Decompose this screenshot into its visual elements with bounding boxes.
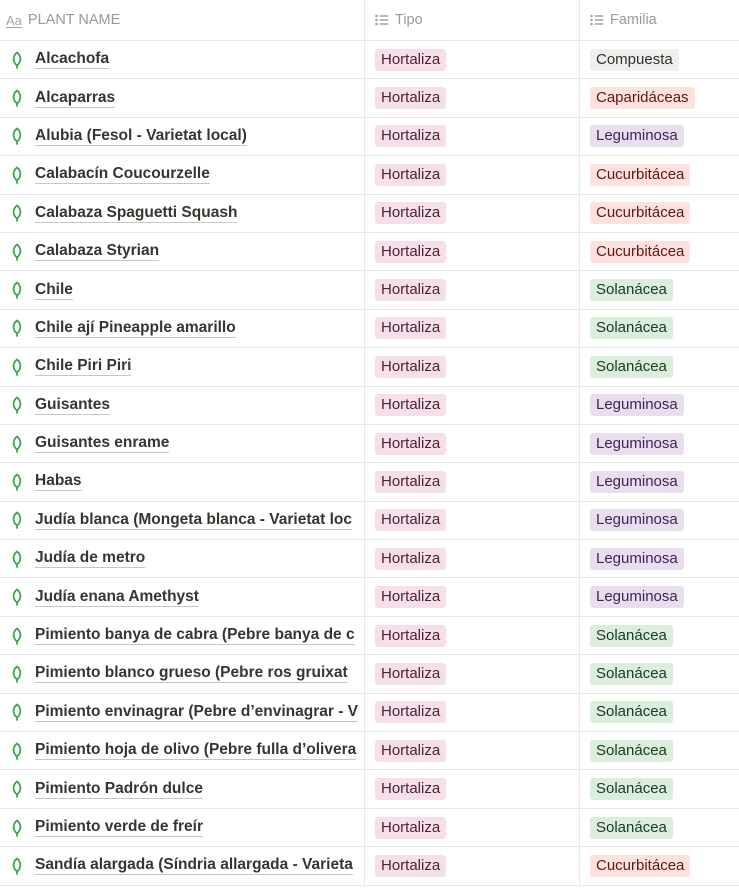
familia-tag: Cucurbitácea [590,855,690,877]
tipo-tag: Hortaliza [375,317,446,339]
plant-name-cell[interactable] [0,847,364,884]
plant-leaf-icon [9,550,25,568]
familia-cell[interactable] [579,578,739,615]
tipo-tag: Hortaliza [375,394,446,416]
table-row[interactable] [0,118,739,156]
familia-tag: Leguminosa [590,509,684,531]
familia-cell[interactable] [579,425,739,462]
familia-tag: Caparidáceas [590,87,695,109]
plant-name-link[interactable]: Pimiento banya de cabra (Pebre banya de c [35,626,355,644]
table-row[interactable] [0,233,739,271]
familia-cell[interactable] [579,118,739,155]
plant-leaf-icon [9,51,25,69]
plant-leaf-icon [9,511,25,529]
plant-leaf-icon [9,780,25,798]
table-row[interactable] [0,310,739,348]
table-row[interactable] [0,809,739,847]
plant-name-cell[interactable] [0,502,364,539]
tipo-cell[interactable] [364,195,579,232]
plant-leaf-icon [9,358,25,376]
column-header-label: Familia [610,12,657,28]
familia-tag: Cucurbitácea [590,241,690,263]
plant-name-cell[interactable] [0,425,364,462]
tipo-tag: Hortaliza [375,740,446,762]
familia-cell[interactable] [579,617,739,654]
tipo-tag: Hortaliza [375,202,446,224]
plant-name-cell[interactable] [0,694,364,731]
plant-name-link[interactable]: Alcaparras [35,88,116,106]
tipo-cell[interactable] [364,41,579,78]
tipo-cell[interactable] [364,156,579,193]
plant-leaf-icon [9,204,25,222]
familia-tag: Solanácea [590,279,673,301]
tipo-cell[interactable] [364,425,579,462]
familia-cell[interactable] [579,847,739,884]
familia-tag: Leguminosa [590,471,684,493]
plant-name-cell[interactable] [0,79,364,116]
familia-cell[interactable] [579,655,739,692]
plant-leaf-icon [9,473,25,491]
table-row[interactable] [0,79,739,117]
table-body [0,41,739,886]
table-row[interactable] [0,463,739,501]
plant-name-cell[interactable] [0,348,364,385]
plant-name-link[interactable]: Judía blanca (Mongeta blanca - Varietat loc [35,510,352,528]
plant-leaf-icon [9,319,25,337]
plant-name-link[interactable]: Pimiento blanco grueso (Pebre ros gruixat [35,664,348,682]
tipo-cell[interactable] [364,310,579,347]
familia-tag: Cucurbitácea [590,202,690,224]
familia-cell[interactable] [579,41,739,78]
table-row[interactable] [0,195,739,233]
plant-name-link[interactable]: Chile Piri Piri [35,357,132,375]
plant-name-cell[interactable] [0,463,364,500]
tipo-tag: Hortaliza [375,586,446,608]
plant-name-cell[interactable] [0,387,364,424]
tipo-tag: Hortaliza [375,241,446,263]
plant-name-cell[interactable] [0,195,364,232]
column-header-familia[interactable] [579,0,739,40]
tipo-cell[interactable] [364,694,579,731]
plant-name-link[interactable]: Calabaza Spaguetti Squash [35,203,238,221]
plant-name-link[interactable]: Habas [35,472,82,490]
familia-cell[interactable] [579,233,739,270]
familia-cell[interactable] [579,809,739,846]
column-header-plant-name[interactable] [0,0,364,40]
tipo-cell[interactable] [364,271,579,308]
tipo-cell[interactable] [364,79,579,116]
plant-name-link[interactable]: Alcachofa [35,50,110,68]
plant-name-cell[interactable] [0,809,364,846]
tipo-tag: Hortaliza [375,509,446,531]
tipo-tag: Hortaliza [375,817,446,839]
plant-name-link[interactable]: Alubia (Fesol - Varietat local) [35,126,247,144]
tipo-tag: Hortaliza [375,49,446,71]
table-header [0,0,739,41]
tipo-cell[interactable] [364,540,579,577]
plant-name-cell[interactable] [0,41,364,78]
tipo-tag: Hortaliza [375,125,446,147]
table-row[interactable] [0,156,739,194]
familia-tag: Leguminosa [590,586,684,608]
familia-tag: Compuesta [590,49,679,71]
plant-leaf-icon [9,89,25,107]
tipo-tag: Hortaliza [375,471,446,493]
familia-tag: Solanácea [590,778,673,800]
plant-name-cell[interactable] [0,540,364,577]
plant-leaf-icon [9,627,25,645]
plant-leaf-icon [9,665,25,683]
tipo-tag: Hortaliza [375,279,446,301]
multi-select-icon [375,14,389,26]
familia-cell[interactable] [579,387,739,424]
plant-leaf-icon [9,435,25,453]
familia-tag: Solanácea [590,625,673,647]
familia-tag: Solanácea [590,356,673,378]
plant-name-link[interactable]: Pimiento verde de freír [35,818,203,835]
plant-name-cell[interactable] [0,732,364,769]
column-header-label: Tipo [395,12,423,28]
familia-cell[interactable] [579,694,739,731]
plant-name-cell[interactable] [0,118,364,155]
plant-leaf-icon [9,703,25,721]
familia-cell[interactable] [579,195,739,232]
tipo-cell[interactable] [364,847,579,884]
familia-tag: Solanácea [590,663,673,685]
tipo-tag: Hortaliza [375,625,446,647]
plant-name-link[interactable]: Pimiento hoja de olivo (Pebre fulla d’olivera [35,741,357,759]
table-row[interactable] [0,655,739,693]
tipo-tag: Hortaliza [375,87,446,109]
plant-name-cell[interactable] [0,617,364,654]
table-row[interactable] [0,617,739,655]
plant-name-link[interactable]: Sandía alargada (Síndria allargada - Varieta [35,856,353,874]
plant-name-cell[interactable] [0,655,364,692]
plant-name-link[interactable]: Chile [35,280,73,298]
plant-name-cell[interactable] [0,271,364,308]
familia-cell[interactable] [579,348,739,385]
plant-leaf-icon [9,588,25,606]
familia-cell[interactable] [579,502,739,539]
tipo-cell[interactable] [364,463,579,500]
table-row[interactable] [0,387,739,425]
plant-name-cell[interactable] [0,770,364,807]
plant-name-link[interactable]: Judía de metro [35,549,146,567]
tipo-cell[interactable] [364,233,579,270]
table-row[interactable] [0,732,739,770]
familia-tag: Solanácea [590,317,673,339]
familia-tag: Leguminosa [590,394,684,416]
plant-name-link[interactable]: Calabacín Coucourzelle [35,165,210,183]
table-row[interactable] [0,847,739,885]
tipo-tag: Hortaliza [375,663,446,685]
table-row[interactable] [0,425,739,463]
tipo-tag: Hortaliza [375,701,446,723]
familia-tag: Leguminosa [590,125,684,147]
table-row[interactable] [0,578,739,616]
familia-cell[interactable] [579,271,739,308]
tipo-tag: Hortaliza [375,855,446,877]
familia-tag: Leguminosa [590,433,684,455]
tipo-cell[interactable] [364,348,579,385]
table-row[interactable] [0,694,739,732]
column-header-tipo[interactable] [364,0,579,40]
tipo-cell[interactable] [364,732,579,769]
tipo-cell[interactable] [364,387,579,424]
multi-select-icon [590,14,604,26]
table-row[interactable] [0,348,739,386]
tipo-cell[interactable] [364,617,579,654]
plant-name-link[interactable]: Pimiento Padrón dulce [35,779,203,797]
familia-cell[interactable] [579,310,739,347]
familia-tag: Cucurbitácea [590,164,690,186]
familia-cell[interactable] [579,732,739,769]
plant-leaf-icon [9,243,25,261]
familia-tag: Solanácea [590,817,673,839]
familia-cell[interactable] [579,79,739,116]
column-header-label: PLANT NAME [27,12,121,28]
tipo-tag: Hortaliza [375,548,446,570]
plant-name-link[interactable]: Pimiento envinagrar (Pebre d’envinagrar - V [35,702,359,720]
table-row[interactable] [0,271,739,309]
familia-tag: Leguminosa [590,548,684,570]
plant-name-link[interactable]: Judía enana Amethyst [35,587,199,605]
familia-tag: Solanácea [590,701,673,723]
table-row[interactable] [0,770,739,808]
plant-leaf-icon [9,742,25,760]
table-row[interactable] [0,540,739,578]
plant-leaf-icon [9,166,25,184]
plant-leaf-icon [9,857,25,875]
tipo-cell[interactable] [364,118,579,155]
familia-cell[interactable] [579,540,739,577]
plant-name-link[interactable]: Guisantes [35,395,110,413]
familia-cell[interactable] [579,156,739,193]
tipo-cell[interactable] [364,502,579,539]
familia-cell[interactable] [579,463,739,500]
plant-name-link[interactable]: Calabaza Styrian [35,242,160,260]
tipo-tag: Hortaliza [375,356,446,378]
plant-name-link[interactable]: Chile ají Pineapple amarillo [35,318,236,336]
plant-leaf-icon [9,127,25,145]
tipo-cell[interactable] [364,655,579,692]
plant-name-link[interactable]: Guisantes enrame [35,434,170,452]
tipo-cell[interactable] [364,809,579,846]
tipo-tag: Hortaliza [375,164,446,186]
table-row[interactable] [0,41,739,79]
table-row[interactable] [0,502,739,540]
tipo-cell[interactable] [364,770,579,807]
plant-name-cell[interactable] [0,578,364,615]
plant-name-cell[interactable] [0,233,364,270]
tipo-tag: Hortaliza [375,433,446,455]
tipo-cell[interactable] [364,578,579,615]
text-property-icon: Aa [6,12,22,28]
familia-cell[interactable] [579,770,739,807]
plant-name-cell[interactable] [0,310,364,347]
tipo-tag: Hortaliza [375,778,446,800]
plant-name-cell[interactable] [0,156,364,193]
familia-tag: Solanácea [590,740,673,762]
plant-leaf-icon [9,819,25,837]
plant-leaf-icon [9,281,25,299]
plant-leaf-icon [9,396,25,414]
